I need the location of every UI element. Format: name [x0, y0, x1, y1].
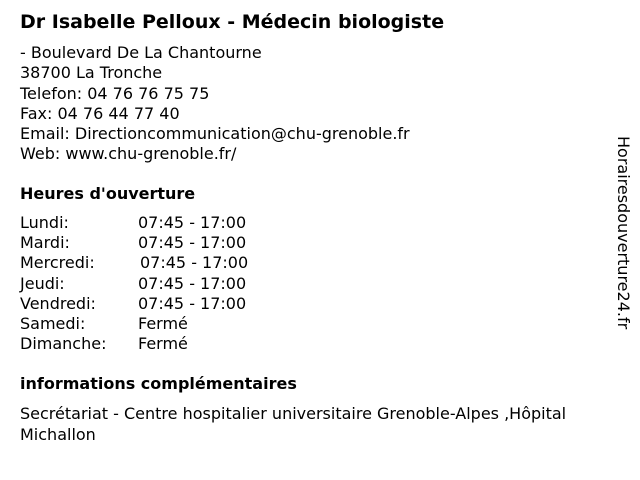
- day-label: Jeudi:: [20, 273, 65, 293]
- day-label: Mardi:: [20, 233, 70, 253]
- hours-row-wednesday: [20, 253, 320, 273]
- hours-row-tuesday: [20, 233, 320, 253]
- address-street: - Boulevard De La Chantourne: [20, 43, 262, 62]
- day-label: Vendredi:: [20, 293, 96, 313]
- page-title: Dr Isabelle Pelloux - Médecin biologiste: [20, 11, 445, 33]
- time-value: 07:45 - 17:00: [138, 233, 247, 253]
- opening-hours-table: [20, 213, 320, 354]
- watermark-text: Horairesdouverture24.fr: [614, 136, 633, 330]
- time-value: 07:45 - 17:00: [138, 273, 247, 293]
- time-value: 07:45 - 17:00: [138, 293, 247, 313]
- time-value: Fermé: [138, 334, 188, 354]
- time-value: 07:45 - 17:00: [140, 253, 249, 273]
- website-link[interactable]: Web: www.chu-grenoble.fr/: [20, 144, 237, 164]
- day-label: Mercredi:: [20, 253, 95, 273]
- fax-number: Fax: 04 76 44 77 40: [20, 103, 180, 123]
- day-label: Samedi:: [20, 313, 86, 333]
- opening-hours-heading: Heures d'ouverture: [20, 184, 196, 203]
- time-value: Fermé: [138, 313, 188, 333]
- additional-info-heading: informations complémentaires: [20, 374, 297, 393]
- hours-row-friday: [20, 294, 320, 314]
- site-watermark: [611, 136, 635, 346]
- phone-number[interactable]: Telefon: 04 76 76 75 75: [20, 83, 210, 103]
- hours-row-thursday: [20, 274, 320, 294]
- contact-block: [20, 43, 410, 165]
- day-label: Lundi:: [20, 213, 69, 232]
- additional-info-text: Secrétariat - Centre hospitalier universitaire Grenoble-Alpes ,Hôpital Michallon: [20, 404, 567, 444]
- hours-row-monday: [20, 213, 320, 233]
- email-address[interactable]: Email: Directioncommunication@chu-grenoble.fr: [20, 124, 410, 144]
- address-city: 38700 La Tronche: [20, 63, 163, 83]
- day-label: Dimanche:: [20, 334, 107, 354]
- hours-row-saturday: [20, 314, 320, 334]
- hours-row-sunday: [20, 334, 320, 354]
- time-value: 07:45 - 17:00: [138, 213, 247, 232]
